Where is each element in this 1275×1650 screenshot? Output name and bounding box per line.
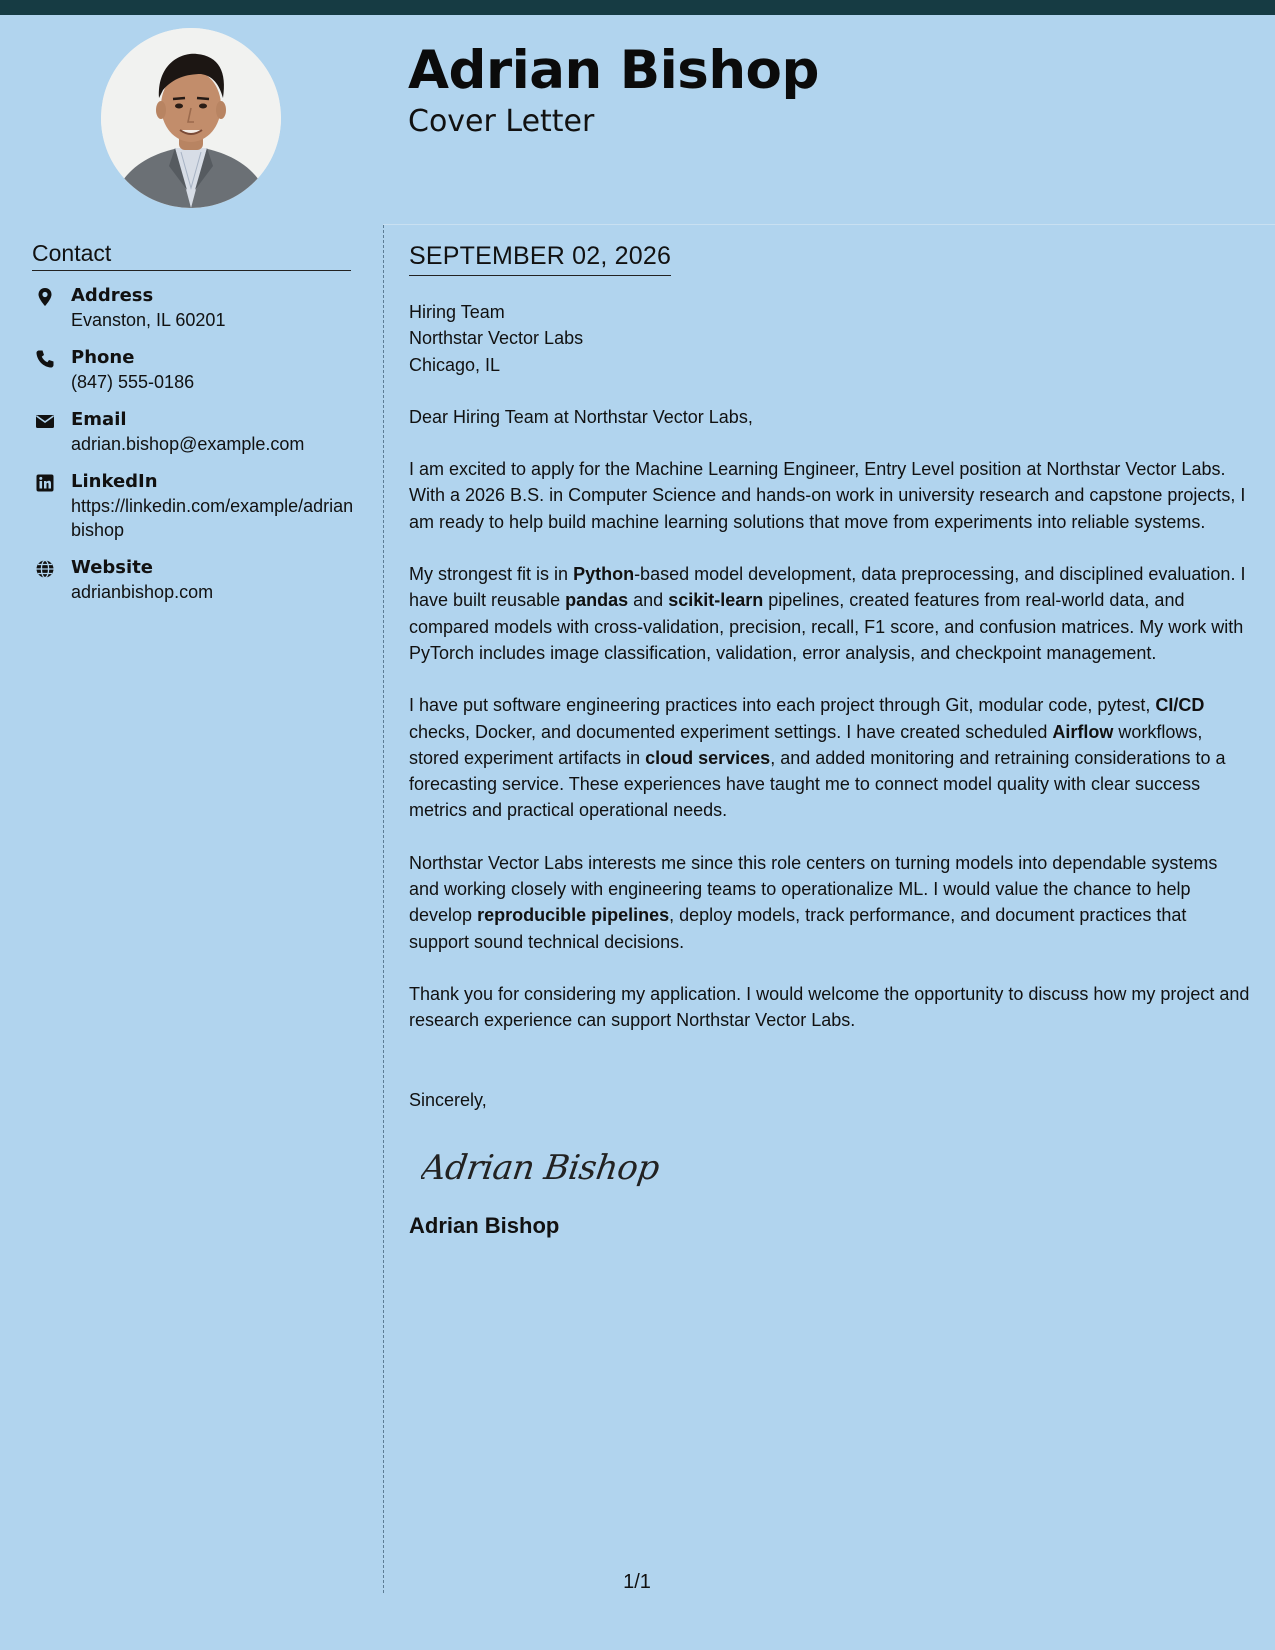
- paragraph-text: checks, Docker, and documented experiment settings. I have created scheduled: [409, 721, 1053, 742]
- closing: Sincerely,: [409, 1089, 487, 1110]
- paragraph-text: Thank you for considering my application. I would welcome the opportunity to discuss how my project and research experience can support Northstar Vector Labs.: [409, 983, 1250, 1031]
- svg-text:Adrian Bishop: Adrian Bishop: [421, 1147, 662, 1188]
- recipient-line: Northstar Vector Labs: [409, 328, 584, 349]
- column-divider: [383, 225, 384, 1593]
- highlighted-keyword: CI/CD: [1155, 695, 1205, 716]
- signer-name: Adrian Bishop: [409, 1212, 560, 1238]
- paragraph-text: , deploy models, track performance, and document practices that support sound technical decisions.: [409, 905, 1187, 952]
- salutation: Dear Hiring Team at Northstar Vector Labs,: [409, 406, 753, 427]
- letter-date: SEPTEMBER 02, 2026: [409, 240, 671, 276]
- letter-paragraph: [409, 456, 1251, 535]
- recipient-line: Hiring Team: [409, 302, 505, 322]
- phone-icon: [35, 349, 55, 369]
- paragraph-text: pipelines, created features from real-world data, and compared models with cross-validation, precision, recall, F1 score, and confusion matrices. My work with PyTorch includes image classification, validation, error analysis, and checkpoint management.: [409, 590, 1244, 663]
- paragraph-text: Northstar Vector Labs interests me since this role centers on turning models into dependable systems and working closely with engineering teams to operationalize ML. I would value the chance to help develop: [409, 852, 1218, 926]
- paragraph-text: I have put software engineering practices into each project through Git, modular code, pytest,: [409, 695, 1156, 716]
- contact-address-value: Evanston, IL 60201: [71, 310, 226, 330]
- candidate-name: Adrian Bishop: [408, 40, 819, 101]
- document-subtitle: Cover Letter: [408, 104, 595, 139]
- linkedin-icon: [35, 473, 55, 493]
- envelope-icon: [35, 411, 55, 431]
- contact-email-value[interactable]: adrian.bishop@example.com: [71, 434, 305, 454]
- highlighted-keyword: scikit-learn: [668, 590, 764, 611]
- letter-paragraph: [409, 692, 1251, 823]
- paragraph-text: -based model development, data preprocessing, and disciplined evaluation. I have built reusable: [409, 564, 1246, 611]
- paragraph-text: and: [628, 590, 669, 611]
- highlighted-keyword: Airflow: [1052, 721, 1114, 742]
- contact-phone-value: (847) 555-0186: [71, 372, 195, 392]
- contact-linkedin-label: LinkedIn: [71, 471, 158, 492]
- contact-address: [32, 284, 357, 332]
- highlighted-keyword: pandas: [565, 590, 629, 611]
- paragraph-text: workflows, stored experiment artifacts in: [409, 721, 1203, 768]
- contact-linkedin-value[interactable]: https://linkedin.com/example/adrianbishop: [71, 496, 354, 540]
- contact-phone-label: Phone: [71, 347, 135, 368]
- profile-photo: [101, 28, 281, 208]
- globe-icon: [35, 559, 55, 579]
- contact-website: [32, 556, 357, 604]
- letter-body: [409, 240, 1251, 1239]
- contact-phone: [32, 346, 357, 394]
- letter-paragraphs: [409, 456, 1251, 1033]
- contact-address-label: Address: [71, 285, 154, 306]
- page-number: 1/1: [623, 1571, 651, 1593]
- map-pin-icon: [35, 287, 55, 307]
- highlighted-keyword: cloud services: [645, 747, 771, 768]
- header-divider: [383, 224, 1275, 225]
- contact-website-label: Website: [71, 557, 154, 578]
- contact-linkedin: [32, 470, 357, 542]
- recipient-line: Chicago, IL: [409, 354, 501, 375]
- handwritten-signature: [421, 1143, 1251, 1193]
- paragraph-text: , and added monitoring and retraining considerations to a forecasting service. These experiences have taught me to connect model quality with clear success metrics and practical operational needs.: [409, 747, 1226, 821]
- contact-heading: Contact: [32, 240, 351, 271]
- contact-email-label: Email: [71, 409, 127, 430]
- paragraph-text: I am excited to apply for the Machine Learning Engineer, Entry Level position at Northstar Vector Labs. With a 2026 B.S. in Computer Science and hands-on work in university research and capstone projects, I am ready to help build machine learning solutions that move from experiments into reliable systems.: [409, 459, 1246, 532]
- contact-website-value[interactable]: adrianbishop.com: [71, 582, 214, 602]
- recipient-block: [409, 299, 1251, 378]
- profile-photo-illustration: [101, 28, 281, 208]
- top-accent-bar: [0, 0, 1275, 15]
- contact-email: [32, 408, 357, 456]
- letter-paragraph: [409, 561, 1251, 666]
- highlighted-keyword: Python: [573, 564, 635, 585]
- letter-paragraph: [409, 981, 1251, 1034]
- contact-list: [32, 284, 357, 618]
- highlighted-keyword: reproducible pipelines: [477, 905, 670, 926]
- paragraph-text: My strongest fit is in: [409, 564, 574, 585]
- letter-paragraph: [409, 850, 1251, 955]
